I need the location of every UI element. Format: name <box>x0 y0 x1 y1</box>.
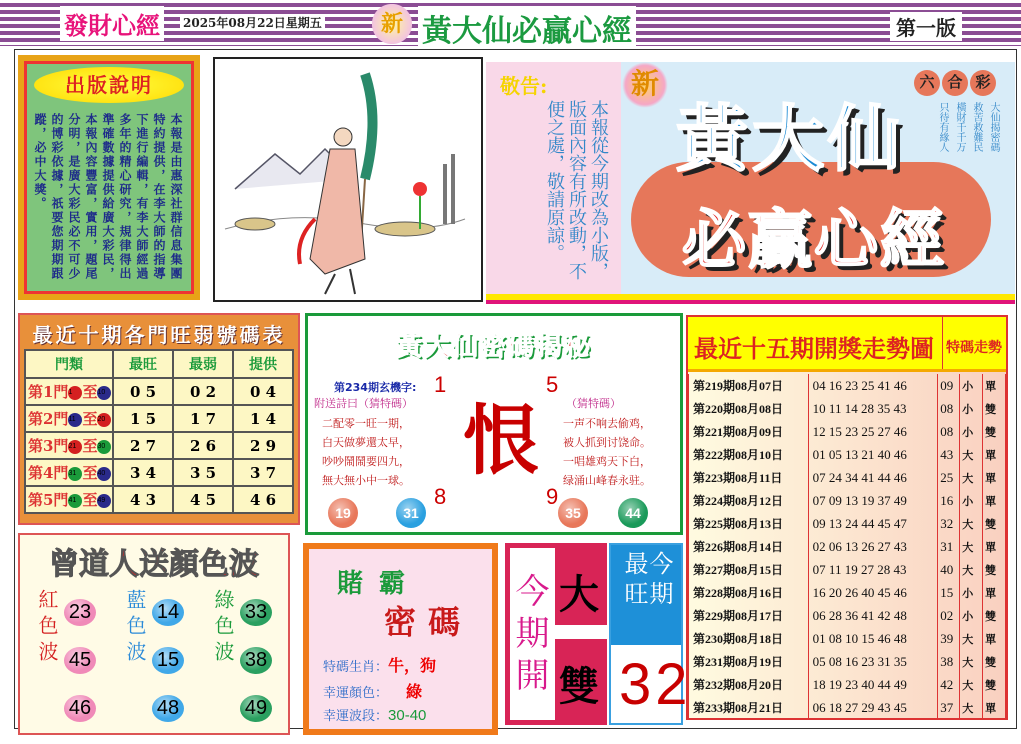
numbers-cell: 09 13 24 44 45 47 <box>808 512 938 535</box>
intro-heading: 出版說明 <box>34 67 184 103</box>
numbers-cell: 04 16 23 25 41 46 <box>808 374 938 397</box>
period-cell: 第230期08月18日 <box>689 627 809 650</box>
hottest-label-b: 最旺 <box>620 551 648 611</box>
duba-title-1: 賭霸 <box>337 569 422 599</box>
parity-cell: 雙 <box>983 512 1006 535</box>
lucky-range-label: 幸運波段： <box>323 709 389 724</box>
table-row <box>689 466 1006 489</box>
zodiac-value: 牛，狗 <box>388 656 437 675</box>
numbers-cell: 02 06 13 26 27 43 <box>808 535 938 558</box>
special-cell: 08 <box>938 420 960 443</box>
divider <box>555 625 607 639</box>
special-cell: 08 <box>938 397 960 420</box>
period-cell: 第233期08月21日 <box>689 696 809 719</box>
gate-table <box>24 349 294 514</box>
brand-title: 發財心經 <box>60 6 164 41</box>
special-cell: 25 <box>938 466 960 489</box>
cell-offer: 0 4 <box>233 378 293 405</box>
gate-label <box>25 486 113 513</box>
banner-verse <box>935 102 1001 202</box>
cell-offer: 1 4 <box>233 405 293 432</box>
hottest-label-a: 今期 <box>645 551 673 611</box>
gate-name: 第1門 <box>28 383 69 401</box>
notice-box <box>486 62 621 294</box>
numbers-cell: 10 11 14 28 35 43 <box>808 397 938 420</box>
poem-right-heading: （猜特碼） <box>566 397 621 410</box>
parity-cell: 雙 <box>983 558 1006 581</box>
cell-hot: 1 5 <box>113 405 173 432</box>
poem-line: 白天做夢還太早， <box>322 436 410 449</box>
numbers-cell: 01 08 10 15 46 48 <box>808 627 938 650</box>
period-cell: 第227期08月15日 <box>689 558 809 581</box>
lottery-badge <box>914 70 996 96</box>
trend-header <box>688 317 1006 372</box>
cell-offer: 4 6 <box>233 486 293 513</box>
numbers-cell: 07 09 13 19 37 49 <box>808 489 938 512</box>
hottest-label-box <box>611 545 681 645</box>
parity-cell: 雙 <box>983 604 1006 627</box>
clue-digit: 5 <box>546 372 559 397</box>
edition-label: 第一版 <box>890 12 962 41</box>
table-row <box>25 486 293 513</box>
table-row <box>25 459 293 486</box>
gate-name: 第5門 <box>28 491 69 509</box>
parity-cell: 單 <box>983 696 1006 719</box>
parity-cell: 單 <box>983 627 1006 650</box>
wave-label: 紅色波 <box>35 589 59 667</box>
verse-line: 救苦救難民 <box>971 102 982 152</box>
poem-line: 被人抓到讨饶命。 <box>563 436 651 449</box>
ball-icon: 21 <box>68 440 82 454</box>
number-ball: 44 <box>618 498 648 528</box>
parity-cell: 單 <box>983 581 1006 604</box>
period-cell: 第223期08月11日 <box>689 466 809 489</box>
cell-cold: 1 7 <box>173 405 233 432</box>
color-wave-panel <box>18 533 290 735</box>
numbers-cell: 06 18 27 29 43 45 <box>808 696 938 719</box>
number-ball: 19 <box>328 498 358 528</box>
parity-cell: 單 <box>983 443 1006 466</box>
period-cell: 第220期08月08日 <box>689 397 809 420</box>
ball-icon: 41 <box>68 494 82 508</box>
special-cell: 31 <box>938 535 960 558</box>
gate-label <box>25 405 113 432</box>
period-cell: 第222期08月10日 <box>689 443 809 466</box>
clue-digit: 8 <box>434 484 447 509</box>
cell-hot: 2 7 <box>113 432 173 459</box>
size-cell: 大 <box>960 650 983 673</box>
period-cell: 第224期08月12日 <box>689 489 809 512</box>
cell-hot: 3 4 <box>113 459 173 486</box>
lucky-range-value: 30-40 <box>388 707 427 724</box>
secret-code-panel <box>305 313 683 535</box>
table-row <box>689 558 1006 581</box>
gate-name: 第3門 <box>28 437 69 455</box>
period-cell: 第228期08月16日 <box>689 581 809 604</box>
wave-ball: 33 <box>240 599 272 626</box>
special-cell: 15 <box>938 581 960 604</box>
color-wave-title: 曾道人送顏色波 <box>49 547 259 582</box>
table-row <box>689 397 1006 420</box>
paper-title: 黃大仙必贏心經 <box>418 6 636 50</box>
parity-cell: 雙 <box>983 650 1006 673</box>
parity-result: 雙 <box>559 664 599 710</box>
duba-panel <box>303 543 498 735</box>
poem-line: 绿涌山峰春永驻。 <box>563 474 651 487</box>
size-cell: 大 <box>960 696 983 719</box>
cell-hot: 0 5 <box>113 378 173 405</box>
period-label: 第234期玄機字: <box>334 381 417 394</box>
trend-panel <box>686 315 1008 720</box>
table-row <box>689 489 1006 512</box>
number-ball: 31 <box>396 498 426 528</box>
cell-cold: 4 5 <box>173 486 233 513</box>
poem-line: 無大無小中一球。 <box>322 474 410 487</box>
new-badge: 新 <box>372 4 412 44</box>
poem-left <box>322 414 410 490</box>
banner-title-bottom: 必贏心經 <box>682 204 946 278</box>
col-header: 門類 <box>25 350 113 378</box>
cell-cold: 2 6 <box>173 432 233 459</box>
verse-line: 只待有緣人 <box>937 102 948 152</box>
period-cell: 第226期08月14日 <box>689 535 809 558</box>
period-cell: 第231期08月19日 <box>689 650 809 673</box>
intro-text: 本報是由惠深社群信息集團特約提供，在李大師的指導下進行編輯，有李大師經過多年的精心研究，規律得出準確數據提供給廣大彩民，本報內容豐富，實用，題尾分明，是廣大彩民必不可少的博彩依據，祇要您期期跟蹤，必中大獎。 <box>33 113 183 281</box>
parity-cell: 雙 <box>983 397 1006 420</box>
parity-cell: 單 <box>983 374 1006 397</box>
special-cell: 39 <box>938 627 960 650</box>
numbers-cell: 05 08 16 23 31 35 <box>808 650 938 673</box>
wave-ball: 15 <box>152 647 184 674</box>
ball-icon: 31 <box>68 467 82 481</box>
wave-ball: 38 <box>240 647 272 674</box>
size-cell: 小 <box>960 397 983 420</box>
to-label: 至 <box>82 491 98 509</box>
hottest-number: 32 <box>619 652 692 717</box>
table-row <box>25 432 293 459</box>
table-row <box>689 374 1006 397</box>
gate-label <box>25 432 113 459</box>
illustration-immortal <box>213 57 483 302</box>
numbers-cell: 16 20 26 40 45 46 <box>808 581 938 604</box>
divider <box>486 300 1015 304</box>
notice-text: 本報從今期改為小版，版面內容有所改動，不便之處，敬請原諒。 <box>544 100 609 280</box>
new-badge: 新 <box>622 62 668 108</box>
size-cell: 大 <box>960 673 983 696</box>
clue-digit: 1 <box>434 372 447 397</box>
size-cell: 小 <box>960 374 983 397</box>
verse-line: 大仙揭密碼 <box>988 102 999 152</box>
size-cell: 大 <box>960 443 983 466</box>
special-cell: 16 <box>938 489 960 512</box>
table-row <box>689 627 1006 650</box>
table-row <box>689 581 1006 604</box>
poem-line: 一声不响去偷鸡， <box>563 417 651 430</box>
size-cell: 小 <box>960 489 983 512</box>
special-cell: 40 <box>938 558 960 581</box>
lucky-color-label: 幸運顏色： <box>323 686 389 701</box>
table-row <box>689 535 1006 558</box>
gate-table-panel <box>18 313 300 525</box>
cell-hot: 4 3 <box>113 486 173 513</box>
cell-offer: 3 7 <box>233 459 293 486</box>
period-cell: 第219期08月07日 <box>689 374 809 397</box>
to-label: 至 <box>82 410 98 428</box>
table-row <box>689 673 1006 696</box>
poem-line: 二配零一旺一期， <box>322 417 410 430</box>
this-period-panel <box>505 543 607 725</box>
cell-offer: 2 9 <box>233 432 293 459</box>
gate-label <box>25 378 113 405</box>
special-cell: 43 <box>938 443 960 466</box>
wave-label: 藍色波 <box>123 589 147 667</box>
size-cell: 小 <box>960 604 983 627</box>
poem-right <box>563 414 651 490</box>
intro-panel <box>18 55 200 300</box>
to-label: 至 <box>82 464 98 482</box>
numbers-cell: 07 11 19 27 28 43 <box>808 558 938 581</box>
parity-cell: 單 <box>983 489 1006 512</box>
period-cell: 第232期08月20日 <box>689 673 809 696</box>
special-cell: 09 <box>938 374 960 397</box>
ball-icon: 11 <box>68 413 82 427</box>
size-cell: 大 <box>960 512 983 535</box>
trend-table <box>688 374 1006 719</box>
size-cell: 小 <box>960 581 983 604</box>
special-cell: 02 <box>938 604 960 627</box>
special-cell: 42 <box>938 673 960 696</box>
table-row <box>689 512 1006 535</box>
wave-label: 綠色波 <box>211 589 235 667</box>
ball-icon: 40 <box>97 467 111 481</box>
size-cell: 小 <box>960 420 983 443</box>
duba-title-2: 密碼 <box>384 603 473 641</box>
size-cell: 大 <box>960 558 983 581</box>
gate-name: 第4門 <box>28 464 69 482</box>
this-period-label: 今期開 <box>510 548 555 720</box>
ball-icon: 10 <box>97 386 111 400</box>
table-row <box>25 405 293 432</box>
wave-ball: 23 <box>64 599 96 626</box>
ball-icon: 30 <box>97 440 111 454</box>
parity-cell: 雙 <box>983 673 1006 696</box>
numbers-cell: 07 24 34 41 44 46 <box>808 466 938 489</box>
special-cell: 37 <box>938 696 960 719</box>
to-label: 至 <box>82 383 98 401</box>
wave-ball: 48 <box>152 695 184 722</box>
lottery-char: 合 <box>942 70 968 96</box>
parity-cell: 單 <box>983 535 1006 558</box>
verse-line: 橫財千千万 <box>954 102 965 152</box>
lottery-char: 彩 <box>970 70 996 96</box>
number-ball: 35 <box>558 498 588 528</box>
notice-heading: 敬告: <box>500 74 548 98</box>
title-banner <box>486 62 1015 300</box>
lucky-color-value: 綠 <box>406 682 423 701</box>
issue-date: 2025年08月22日星期五 <box>180 14 325 31</box>
wave-ball: 49 <box>240 695 272 722</box>
size-result: 大 <box>559 572 599 618</box>
secret-title: 黃大仙密碼揭秘 <box>395 332 592 362</box>
table-row <box>689 443 1006 466</box>
zodiac-label: 特碼生肖： <box>323 660 389 675</box>
cell-cold: 0 2 <box>173 378 233 405</box>
col-header: 提供 <box>233 350 293 378</box>
parity-cell: 單 <box>983 466 1006 489</box>
table-row <box>689 604 1006 627</box>
wave-ball: 46 <box>64 695 96 722</box>
col-header: 最旺 <box>113 350 173 378</box>
size-cell: 大 <box>960 466 983 489</box>
size-cell: 大 <box>960 627 983 650</box>
wave-ball: 45 <box>64 647 96 674</box>
special-cell: 32 <box>938 512 960 535</box>
ball-icon: 49 <box>97 494 111 508</box>
poem-left-heading: 附送詩曰（猜特碼） <box>314 397 413 410</box>
cell-cold: 3 5 <box>173 459 233 486</box>
clue-digit: 9 <box>546 484 559 509</box>
wave-ball: 14 <box>152 599 184 626</box>
table-row <box>25 378 293 405</box>
period-cell: 第229期08月17日 <box>689 604 809 627</box>
parity-cell: 雙 <box>983 420 1006 443</box>
col-header: 最弱 <box>173 350 233 378</box>
size-cell: 大 <box>960 535 983 558</box>
banner-title-top: 黃大仙 <box>676 97 905 181</box>
trend-title: 最近十五期開獎走勢圖 <box>694 335 934 363</box>
poem-line: 一唱雄鸡天下白， <box>563 455 651 468</box>
poem-line: 吵吵鬧鬧要四九， <box>322 455 410 468</box>
numbers-cell: 01 05 13 21 40 46 <box>808 443 938 466</box>
gate-table-title: 最近十期各門旺弱號碼表 <box>32 323 286 347</box>
gate-name: 第2門 <box>28 410 69 428</box>
numbers-cell: 06 28 36 41 42 48 <box>808 604 938 627</box>
table-row <box>689 696 1006 719</box>
special-cell: 38 <box>938 650 960 673</box>
gate-label <box>25 459 113 486</box>
period-cell: 第221期08月09日 <box>689 420 809 443</box>
trend-side-title: 特碼走勢 <box>942 317 1002 369</box>
hottest-panel <box>609 543 692 725</box>
table-row <box>689 650 1006 673</box>
ball-icon: 1 <box>68 386 82 400</box>
ball-icon: 20 <box>97 413 111 427</box>
numbers-cell: 18 19 23 40 44 49 <box>808 673 938 696</box>
numbers-cell: 12 15 23 25 27 46 <box>808 420 938 443</box>
key-character: 恨 <box>463 396 539 485</box>
period-cell: 第225期08月13日 <box>689 512 809 535</box>
table-row <box>689 420 1006 443</box>
lottery-char: 六 <box>914 70 940 96</box>
to-label: 至 <box>82 437 98 455</box>
